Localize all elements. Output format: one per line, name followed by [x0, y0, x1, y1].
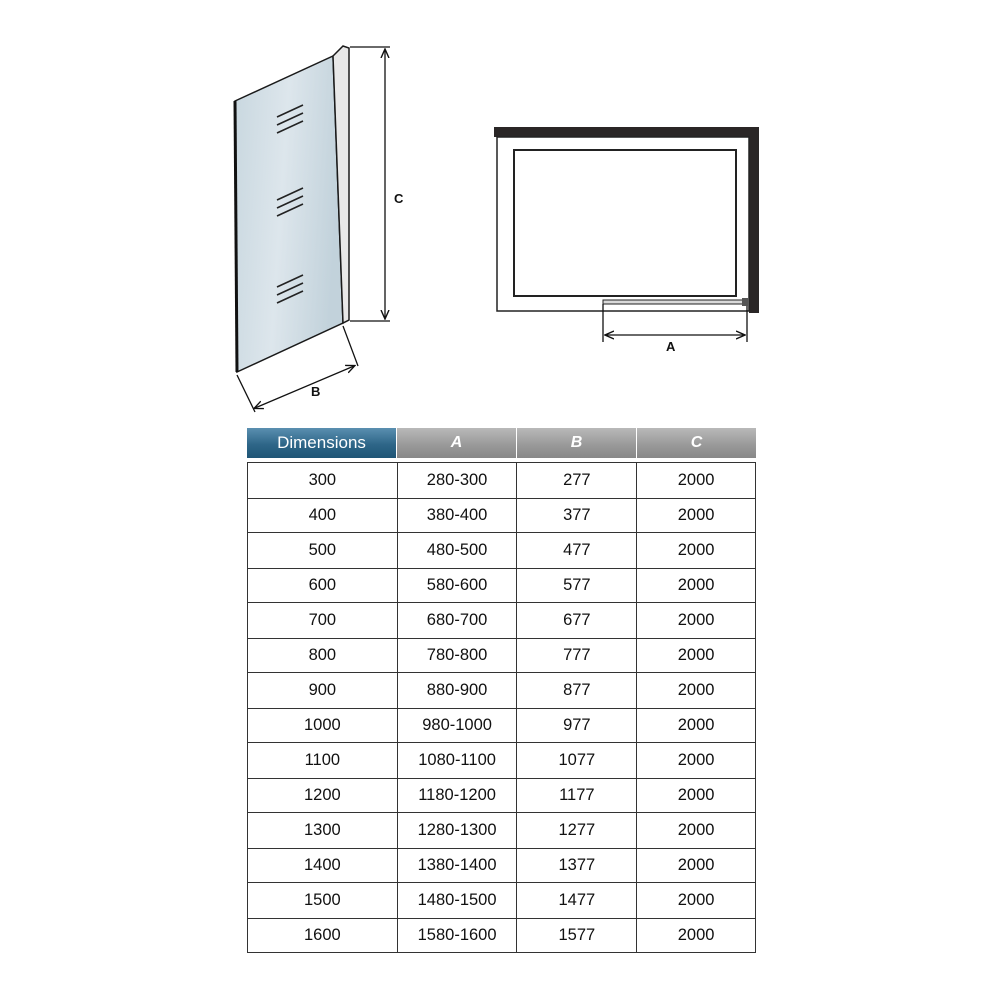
table-cell: 2000: [677, 541, 715, 559]
table-cell: 877: [517, 673, 637, 708]
table-cell: 777: [517, 639, 637, 672]
table-cell: 1180-1200: [398, 779, 518, 812]
table-cell: 1177: [517, 779, 637, 812]
table-row: [248, 639, 755, 673]
table-row: [248, 743, 755, 779]
table-cell: 2000: [677, 786, 715, 804]
table-cell: 880-900: [398, 673, 518, 708]
panel-width-label: B: [311, 384, 321, 399]
table-cell: 577: [517, 569, 637, 602]
table-cell: 2000: [677, 716, 715, 734]
table-cell: 380-400: [398, 499, 518, 532]
table-cell: 1100: [248, 743, 398, 778]
table-cell: 2000: [677, 646, 715, 664]
table-row: [248, 813, 755, 849]
table-cell: 700: [248, 603, 398, 638]
table-row: [248, 569, 755, 603]
tray-inner: [514, 150, 736, 296]
table-cell: 1400: [248, 849, 398, 882]
header-b: B: [517, 428, 637, 458]
table-cell: 977: [517, 709, 637, 742]
table-row: [248, 463, 755, 499]
table-cell: 1600: [248, 919, 398, 952]
wall-side: [749, 127, 759, 313]
header-dimensions: Dimensions: [247, 428, 397, 458]
table-cell: 500: [248, 533, 398, 568]
header-c: C: [637, 428, 756, 458]
table-body: [247, 462, 756, 953]
table-cell: 2000: [677, 926, 715, 944]
table-cell: 680-700: [398, 603, 518, 638]
table-cell: 2000: [677, 611, 715, 629]
table-cell: 2000: [677, 576, 715, 594]
table-cell: 1477: [517, 883, 637, 918]
table-cell: 377: [517, 499, 637, 532]
table-cell: 2000: [677, 471, 715, 489]
diagrams: [0, 0, 1000, 425]
table-cell: 677: [517, 603, 637, 638]
header-a: A: [397, 428, 517, 458]
table-cell: 400: [248, 499, 398, 532]
table-cell: 1380-1400: [398, 849, 518, 882]
table-cell: 480-500: [398, 533, 518, 568]
table-row: [248, 499, 755, 533]
table-cell: 1277: [517, 813, 637, 848]
glass-panel-plan: [603, 300, 747, 304]
table-cell: 1580-1600: [398, 919, 518, 952]
table-row: [248, 779, 755, 813]
table-cell: 1480-1500: [398, 883, 518, 918]
table-cell: 477: [517, 533, 637, 568]
height-label: C: [394, 191, 404, 206]
table-cell: 300: [248, 463, 398, 498]
table-cell: 1377: [517, 849, 637, 882]
table-cell: 600: [248, 569, 398, 602]
table-cell: 2000: [677, 506, 715, 524]
table-cell: 580-600: [398, 569, 518, 602]
table-header: [247, 428, 756, 458]
table-cell: 1077: [517, 743, 637, 778]
table-cell: 2000: [677, 821, 715, 839]
table-row: [248, 883, 755, 919]
table-cell: 2000: [677, 856, 715, 874]
table-cell: 280-300: [398, 463, 518, 498]
table-cell: 277: [517, 463, 637, 498]
table-cell: 800: [248, 639, 398, 672]
table-row: [248, 533, 755, 569]
table-cell: 980-1000: [398, 709, 518, 742]
table-row: [248, 709, 755, 743]
panel-perspective-drawing: [235, 46, 404, 412]
table-cell: 1300: [248, 813, 398, 848]
dimensions-table: [247, 428, 756, 953]
table-row: [248, 849, 755, 883]
table-cell: 1000: [248, 709, 398, 742]
height-dimension: [350, 47, 390, 321]
opening-width-label: A: [666, 339, 676, 354]
table-row: [248, 919, 755, 953]
plan-view-drawing: [494, 127, 759, 354]
wall-top: [494, 127, 759, 137]
table-row: [248, 673, 755, 709]
double-arrow-icon: [255, 366, 354, 408]
table-row: [248, 603, 755, 639]
table-cell: 1500: [248, 883, 398, 918]
table-cell: 1280-1300: [398, 813, 518, 848]
table-cell: 1577: [517, 919, 637, 952]
table-cell: 1200: [248, 779, 398, 812]
table-cell: 2000: [677, 751, 715, 769]
table-cell: 2000: [677, 681, 715, 699]
table-cell: 780-800: [398, 639, 518, 672]
table-cell: 900: [248, 673, 398, 708]
glass-panel: [235, 56, 343, 372]
table-cell: 1080-1100: [398, 743, 518, 778]
table-cell: 2000: [677, 891, 715, 909]
